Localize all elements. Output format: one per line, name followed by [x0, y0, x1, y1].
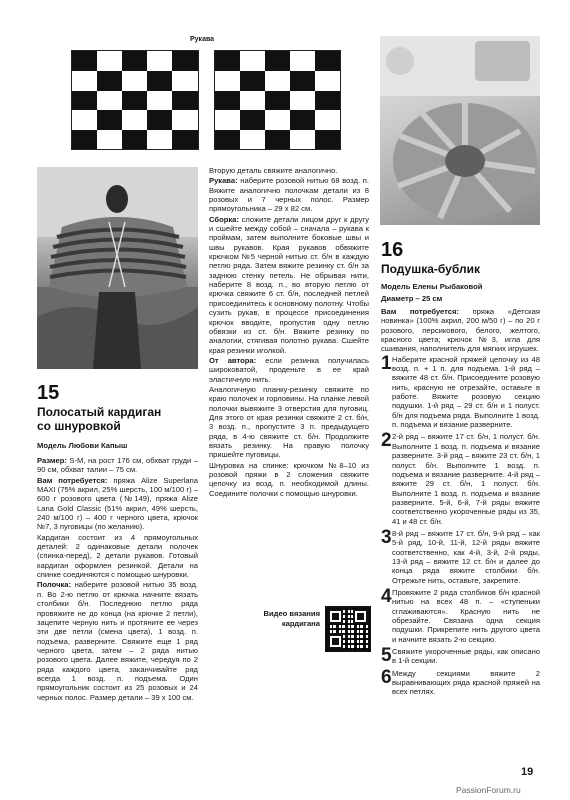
step-item: 3 8-й ряд – вяжите 17 ст. б/н, 9-й ряд – как 5-й ряд, 10-й, 11-й, 12-й ряды вяжите соответственно, как 4-й, 3-й, 2-й ряды, 13-й ряд – вяжите 12 ст. б/н и далее до конца ряда вяжите столбики б/н. Отрежьте нить, оставьте, закрепите. [381, 526, 540, 585]
right-column-text [381, 307, 540, 700]
polochka-paragraph: Полочка: наберите розовой нитью 35 возд. п. Во 2-ю петлю от крючка начните вязать столбики б/н. Последнюю петлю ряда провяжите не до конца (на крючке 2 петли), зацепите черную нить и протяните ее через эти две петли (смена цвета), 1 возд. п. подъема, разверните. Свяжите еще 1 ряд черного цвета, затем – 2 ряда нитью розового цвета. Далее вяжите, чередуя по 2 ряда каждого цвета, заканчивайте ряд всегда 1 возд. п. подъема. Один прямоугольник состоит из 25 розовых и 24 черных полос. Размер детали – 39 х 100 см. [37, 580, 198, 702]
size-paragraph: Размер: S-M, на рост 176 см, обхват груди – 90 см, обхват талии – 75 см. [37, 456, 198, 475]
cardigan-photo [37, 167, 198, 369]
title-line-1: Полосатый кардиган [37, 405, 162, 419]
middle-column-text [209, 166, 369, 499]
left-column-text [37, 456, 198, 703]
qr-finder [328, 609, 343, 624]
pillow-photo [380, 36, 540, 225]
author-note-paragraph: От автора: если резинка получилась широковатой, проденьте в ее край эластичную нить. [209, 355, 369, 384]
checker-grid [215, 51, 340, 149]
sleeve-chart-right [214, 50, 341, 150]
steps-list [381, 352, 540, 697]
qr-finder [353, 609, 368, 624]
watermark: PassionForum.ru [456, 785, 521, 795]
placket-paragraph: Аналогичную планку-резинку свяжите по краю полочек и горловины. На планке левой полочки вывяжите 3 отверстия для пуговиц. Для этого от края резинки свяжите 2 ст. б/н, 3 возд. п., пропустите 3 п. предыдущего ряда, в 4-ю свяжите ст. б/н. Продолжите вязать резинку. На правую полочку пришейте пуговицы. [209, 384, 369, 460]
section-16-number: 16 [381, 239, 404, 261]
materials-paragraph: Вам потребуется: пряжа «Детская новинка» (100% акрил, 200 м/50 г) – по 20 г розового, персикового, белого, желтого, красного цвета; крючок №3, игла для сшивания, наполнитель для мягких игрушек. [381, 307, 540, 354]
section-16-title: Подушка-бублик [381, 262, 480, 276]
step-item: 2 2-й ряд – вяжите 17 ст. б/н, 1 полуст. б/н. Выполните 1 возд. п. подъема и вязание разверните. 3-й ряд – вяжите 23 ст. б/н, 1 полуст. б/н. Выполните 1 возд. п. подъема и вязание разверните. 4-й ряд – вяжите 29 ст. б/н, 1 полуст. б/н. Выполните 1 возд. п. подъема и вязание разверните. 5-й, 6-й, 7-й ряды вяжите соответственно укороченные ряды из 35, 41 и 48 ст. б/н. [381, 430, 540, 526]
section-16-author: Модель Елены Рыбаковой [381, 282, 483, 291]
second-piece-paragraph: Вторую деталь свяжите аналогично. [209, 166, 338, 175]
assembly-paragraph: Сборка: сложите детали лицом друг к другу и сшейте между собой – сначала – рукава к проймам, затем выполните боковые швы и швы рукавов. Края рукавов обвяжите крючком №5 черной нитью ст. б/н в каждую петлю ряда. Затем вяжите резинку ст. б/н за заднюю стенку петель. Не обрывая нити, наберите 8 возд. п., во вторую петлю от крючка свяжите 6 ст. б/н, последней петлей присоединитесь к основному полотну. Чтобы сузить рукав, в процессе присоединения крючок вводите, пропустив одну петлю обвязки из ст. б/н. Вяжите резинку по аналогии, стягивая полотно рукава. Сшейте края резинки иголкой. [209, 214, 369, 355]
lacing-paragraph: Шнуровка на спинке: крючком №8–10 из розовой пряжи в 2 сложения свяжите цепочку из возд. п. необходимой длины. Соедините полочки с помощью шнуровки. [209, 460, 369, 498]
step-item: 6 Между секциями вяжите 2 выравнивающих ряда красной пряжей на всех петлях. [381, 666, 540, 697]
section-15-title [37, 405, 202, 433]
section-15-author: Модель Любови Капыш [37, 441, 128, 450]
section-15-number: 15 [37, 382, 60, 404]
sleeve-chart-left [71, 50, 199, 150]
checker-grid [72, 51, 198, 149]
video-qr-code[interactable] [325, 606, 371, 652]
intro-paragraph: Кардиган состоит из 4 прямоугольных деталей: 2 одинаковые детали полочек (спинка-перед), 2 детали рукавов. Готовый кардиган оформлен резинкой. Детали на спинке соединяются с помощью шнуровки. [37, 532, 198, 580]
step-item: 1 Наберите красной пряжей цепочку из 48 возд. п. + 1 п. для подъема. 1-й ряд – вяжите 48 ст. б/н. Присоедините розовую нить, красную не отрезайте, оставьте в работе. Вяжите розовую секцию подушки. 1-й ряд – 29 ст. б/н и 1 полуст. б/н для подъема ряда. Выполните 1 возд. п. подъема и вязание разверните. [381, 352, 540, 430]
video-caption: Видео вязания кардигана [263, 609, 320, 628]
chart-label: Рукава [190, 36, 215, 43]
qr-finder [328, 634, 343, 649]
sleeves-paragraph: Рукава: наберите розовой нитью 68 возд. п. Вяжите аналогично полочкам детали из 8 розовых и 7 черных полос. Размер прямоугольника – 29 х 82 см. [209, 176, 369, 214]
page-number: 19 [521, 766, 534, 778]
step-item: 4 Провяжите 2 ряда столбиков б/н красной нитью на всех 48 п. – «ступеньки сглаживаются». Красную нить не обрезайте. Связана одна секция подушки. Прикрепите нить другого цвета и начните вязать 2-ю секцию. [381, 585, 540, 644]
section-16-diameter: Диаметр – 25 см [381, 294, 443, 303]
cardigan-illustration [37, 167, 198, 369]
step-item: 5 Свяжите укороченные ряды, как описано в 1-й секции. [381, 645, 540, 667]
materials-paragraph: Вам потребуется: пряжа Alize Superlana MAXI (75% акрил, 25% шерсть, 100 м/100 г) – 600 г розового цвета (№149), пряжа Alize Lana Gold Classic (51% акрил, 49% шерсть, 240 м/100 г) – 400 г черного цвета, крючок №7, 3 пуговицы (по желанию). [37, 475, 198, 532]
title-line-2: со шнуровкой [37, 419, 121, 433]
pillow-illustration [380, 36, 540, 225]
